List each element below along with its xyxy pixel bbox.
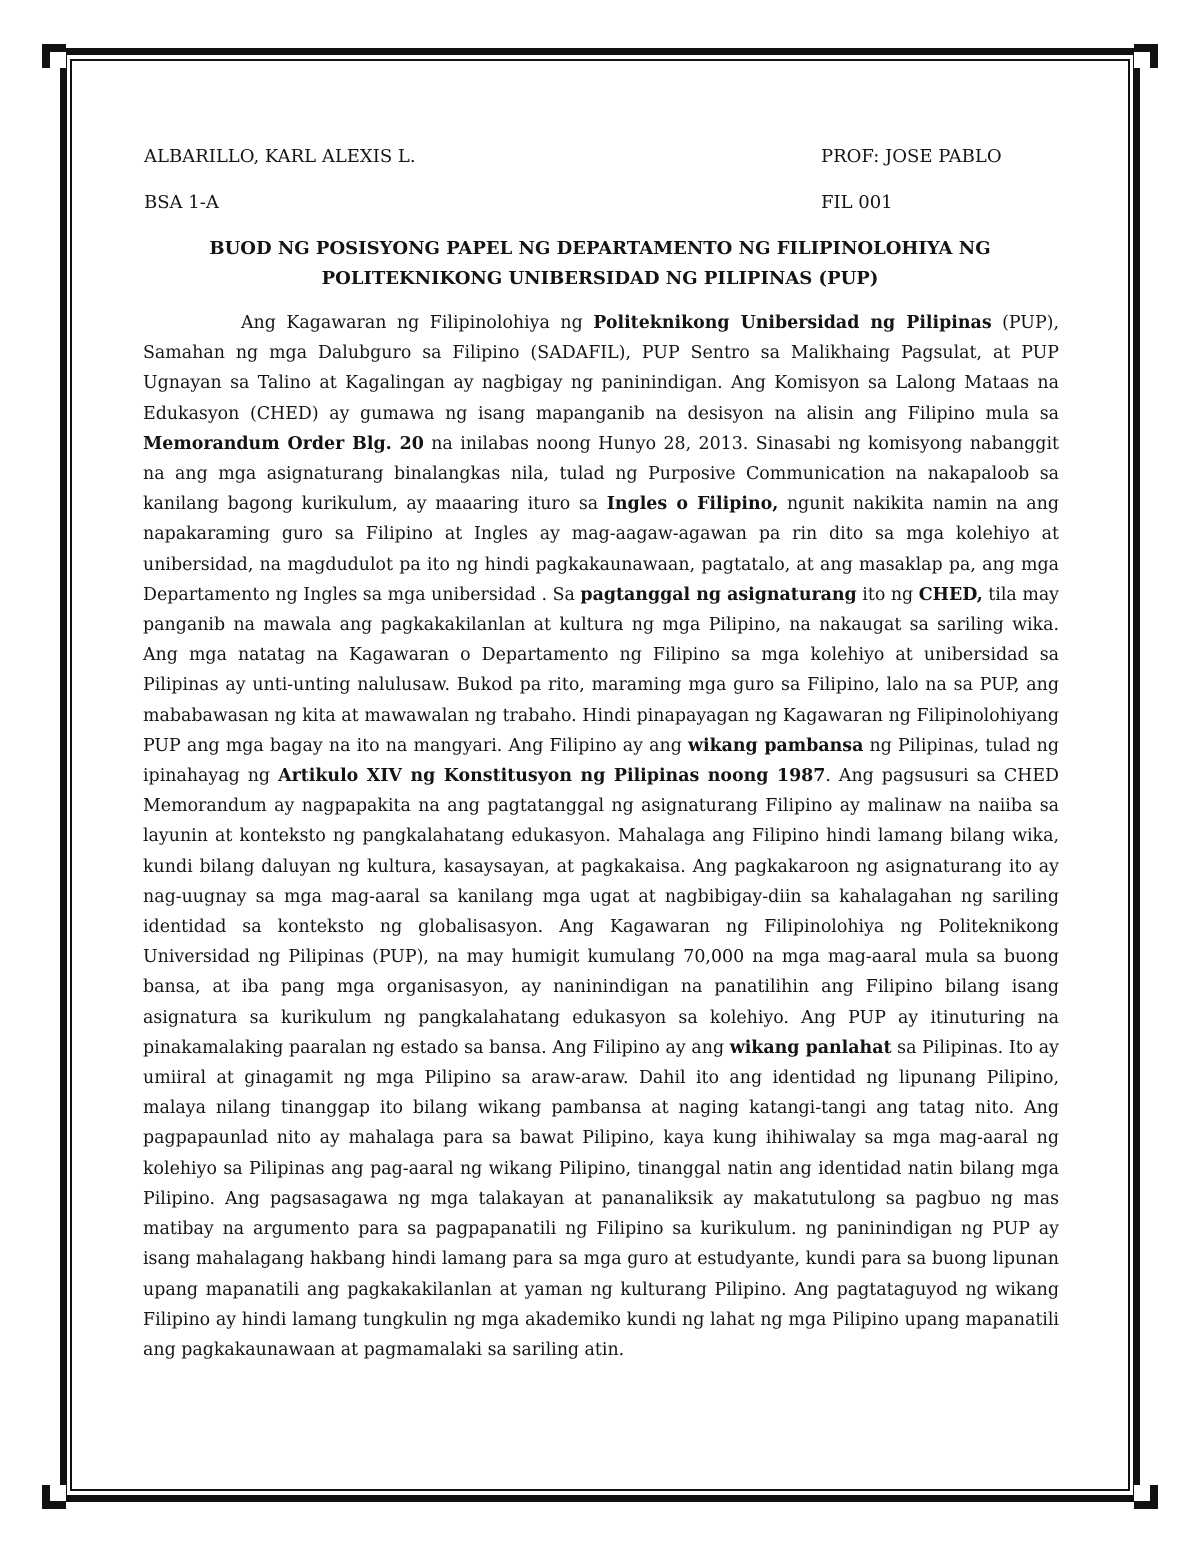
body-text: . Ang pagsusuri sa CHED Memorandum ay nagpapakita na ang pagtatanggal ng asignaturang Filipino ay malinaw na naiiba sa layunin at konteksto ng pangkalahatang edukasyon. Mahalaga ang Filipino hindi lamang bilang wika, kundi bilang daluyan ng kultura, kasaysayan, at pagkakaisa. Ang pagkakaroon ng asignaturang ito ay nag-uugnay sa mga mag-aaral sa kanilang mga ugat at nagbibigay-diin sa kahalagahan ng sariling identidad sa konteksto ng globalisasyon. Ang Kagawaran ng Filipinolohiya ng Politeknikong Universidad ng Pilipinas (PUP), na may humigit kumulang 70,000 na mga mag-aaral mula sa buong bansa, at iba pang mga organisasyon, ay naninindigan na panatilihin ang Filipino bilang isang asignatura sa kurikulum ng pangkalahatang edukasyon sa kolehiyo. Ang PUP ay itinuturing na pinakamalaking paaralan ng estado sa bansa. Ang Filipino ay ang: [143, 766, 1059, 1058]
body-bold: wikang panlahat: [729, 1037, 892, 1058]
border-corner-bottom-left: [42, 1485, 66, 1509]
section: BSA 1-A: [144, 192, 219, 213]
body-paragraph: [143, 308, 1059, 1365]
body-bold: CHED,: [918, 584, 983, 605]
body-bold: Ingles o Filipino,: [606, 494, 779, 515]
body-text: ng Pilipinas, tulad ng ipinahayag ng: [143, 735, 1059, 787]
body-text: Ang Kagawaran ng Filipinolohiya ng: [241, 313, 594, 333]
body-bold: Politeknikong Unibersidad ng Pilipinas: [593, 313, 992, 333]
body-bold: wikang pambansa: [688, 735, 864, 756]
student-name: ALBARILLO, KARL ALEXIS L.: [144, 146, 416, 167]
body-bold: Artikulo XIV ng Konstitusyon ng Pilipinas noong 1987: [278, 766, 826, 787]
body-text: ngunit nakikita namin na ang napakaraming guro sa Filipino at Ingles ay mag-aagaw-agawan pa rin dito sa mga kolehiyo at unibersidad, na magdudulot pa ito ng hindi pagkakaunawaan, pagtatalo, at ang masaklap pa, ang mga Departamento ng Ingles sa mga unibersidad . Sa: [143, 494, 1059, 605]
course-code: FIL 001: [821, 192, 893, 213]
border-corner-top-right: [1134, 44, 1158, 68]
title-line-2: POLITEKNIKONG UNIBERSIDAD NG PILIPINAS (PUP): [321, 268, 879, 289]
document-title: [120, 234, 1080, 294]
body-text: ito ng: [856, 584, 919, 605]
body-text: na inilabas noong Hunyo 28, 2013. Sinasabi ng komisyong nabanggit na ang mga asignaturang binalangkas nila, tulad ng Purposive Communication na nakapaloob sa kanilang bagong kurikulum, ay maaaring ituro sa: [143, 433, 1059, 515]
professor-name: PROF: JOSE PABLO: [821, 146, 1002, 167]
body-text: tila may panganib na mawala ang pagkakakilanlan at kultura ng mga Pilipino, na nakaugat sa sariling wika. Ang mga natatag na Kagawaran o Departamento ng Filipino sa mga kolehiyo at unibersidad sa Pilipinas ay unti-unting nalulusaw. Bukod pa rito, maraming mga guro sa Filipino, lalo na sa PUP, ang mababawasan ng kita at mawawalan ng trabaho. Hindi pinapayagan ng Kagawaran ng Filipinolohiyang PUP ang mga bagay na ito na mangyari. Ang Filipino ay ang: [143, 584, 1060, 756]
title-line-1: BUOD NG POSISYONG PAPEL NG DEPARTAMENTO NG FILIPINOLOHIYA NG: [209, 238, 991, 259]
body-bold: pagtanggal ng asignaturang: [580, 584, 857, 605]
body-bold: Memorandum Order Blg. 20: [143, 433, 424, 454]
border-corner-bottom-right: [1134, 1485, 1158, 1509]
border-corner-top-left: [42, 44, 66, 68]
body-text: (PUP), Samahan ng mga Dalubguro sa Filipino (SADAFIL), PUP Sentro sa Malikhaing Pagsulat, at PUP Ugnayan sa Talino at Kagalingan ay nagbigay ng paninindigan. Ang Komisyon sa Lalong Mataas na Edukasyon (CHED) ay gumawa ng isang mapanganib na desisyon na alisin ang Filipino mula sa: [143, 313, 1059, 424]
body-text: sa Pilipinas. Ito ay umiiral at ginagamit ng mga Pilipino sa araw-araw. Dahil ito ang identidad ng lipunang Pilipino, malaya nilang tinanggap ito bilang wikang pambansa at naging katangi-tangi ang tatag nito. Ang pagpapaunlad nito ay mahalaga para sa bawat Pilipino, kaya kung ihihiwalay sa mga mag-aaral ng kolehiyo sa Pilipinas ang pag-aaral ng wikang Pilipino, tinanggal natin ang identidad natin bilang mga Pilipino. Ang pagsasagawa ng mga talakayan at pananaliksik ay makatutulong sa pagbuo ng mas matibay na argumento para sa pagpapanatili ng Filipino sa kurikulum. ng paninindigan ng PUP ay isang mahalagang hakbang hindi lamang para sa mga guro at estudyante, kundi para sa buong lipunan upang mapanatili ang pagkakakilanlan at yaman ng kulturang Pilipino. Ang pagtataguyod ng wikang Filipino ay hindi lamang tungkulin ng mga akademiko kundi ng lahat ng mga Pilipino upang mapanatili ang pagkakaunawaan at pagmamalaki sa sariling atin.: [143, 1037, 1059, 1360]
